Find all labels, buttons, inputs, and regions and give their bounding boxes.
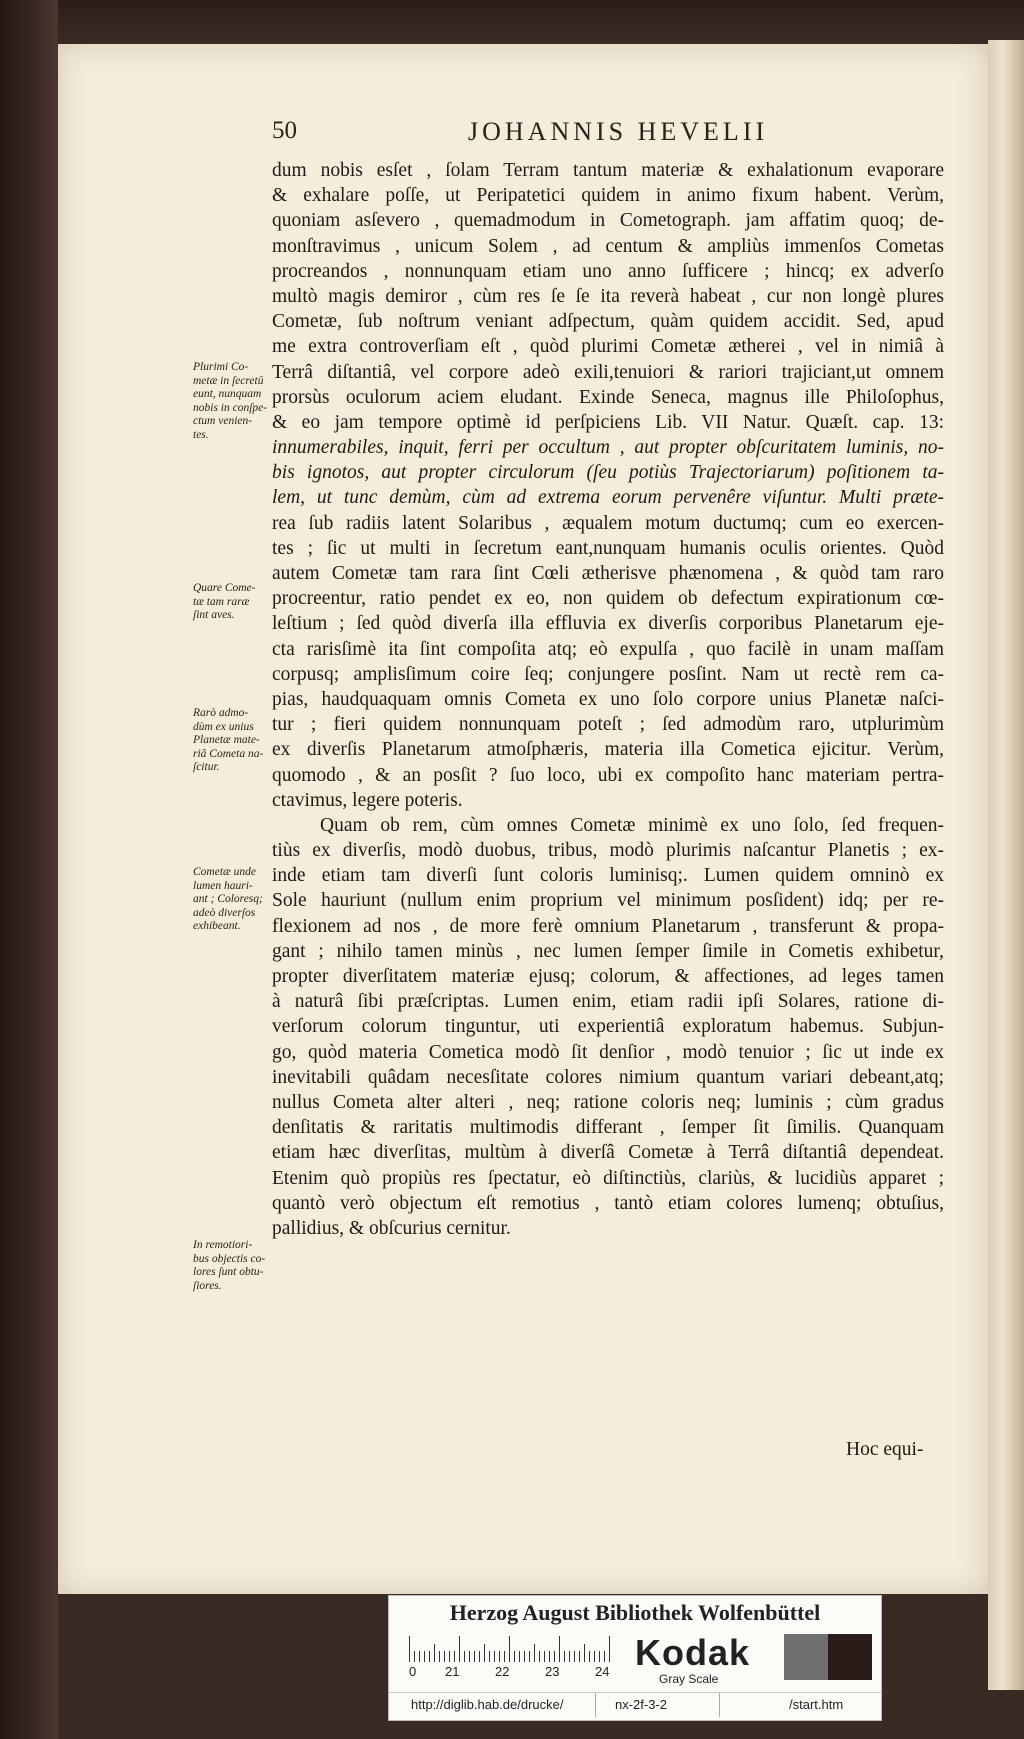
scan-background-top (0, 0, 1024, 40)
text-line: denſitatis & raritatis multimodis differant , ſemper ſit ſimilis. Quanquam (272, 1117, 944, 1139)
text-line: quoniam asſevero , quemadmodum in Cometograph. jam affatim quoq; de- (272, 210, 944, 232)
ruler-tick (454, 1651, 455, 1662)
marginal-line: In remotiori- (193, 1239, 253, 1251)
text-line: cta rarisſimè ita ſint compoſita atq; eò expulſa , quo facilè in unam maſſam (272, 638, 944, 660)
text-line: etiam hæc diverſitas, multùm à diverſâ Cometæ à Terrâ diſtantiâ dependeat. (272, 1142, 944, 1164)
marginal-line: nobis in conſpe- (193, 401, 268, 414)
marginal-line: exhibeant. (193, 920, 241, 932)
marginal-line: ſint aves. (193, 609, 235, 621)
ruler-tick (434, 1644, 435, 1662)
marginal-note (193, 582, 273, 623)
text-line: verſorum colorum tinguntur, uti experientiâ exploratum habemus. Subjun- (272, 1016, 944, 1038)
ruler-tick (609, 1636, 610, 1662)
marginal-note (193, 1239, 273, 1293)
text-line: inde etiam tam diverſi ſunt coloris luminisq;. Lumen quidem omninò ex (272, 865, 944, 887)
page-header (272, 117, 992, 155)
text-line: innumerabiles, inquit, ferri per occultum , aut propter obſcuritatem luminis, no- (272, 437, 944, 459)
marginal-line: riâ Cometa na- (193, 747, 264, 760)
text-line: rea ſub radiis latent Solaribus , æqualem motum ductumq; cum eo exercen- (272, 512, 944, 534)
body-text (272, 158, 944, 1241)
text-line: ex diverſis Planetarum atmoſphæris, materia illa Cometica ejicitur. Verùm, (272, 739, 944, 761)
ruler-tick (519, 1651, 520, 1662)
ruler-tick (504, 1651, 505, 1662)
ruler-tick (464, 1651, 465, 1662)
marginal-line: tæ tam raræ (193, 595, 250, 608)
text-line: quantò verò objectum eſt remotius , tantò etiam colores lumenq; obtuſius, (272, 1192, 944, 1214)
ruler-tick (549, 1651, 550, 1662)
marginal-line: ant ; Coloresq; (193, 893, 263, 905)
ruler-tick (594, 1651, 595, 1662)
text-line: dum nobis esſet , ſolam Terram tantum materiæ & exhalationum evaporare (272, 160, 944, 181)
text-line: & eo jam tempore optimè id perſpiciens Lib. VII Natur. Quæſt. cap. 13: (272, 411, 944, 433)
ruler-tick (529, 1651, 530, 1662)
ruler-tick (499, 1651, 500, 1662)
text-line: & exhalare poſſe, ut Peripatetici quidem in animo fixum habent. Verùm, (272, 185, 944, 207)
text-line: pallidius, & obſcurius cernitur. (272, 1217, 511, 1239)
show-through-text (270, 1330, 950, 1354)
marginal-line: eunt, nunquam (193, 388, 262, 400)
ruler-labels (409, 1664, 639, 1684)
ruler-tick (559, 1636, 560, 1662)
gray-scale-label: Gray Scale (659, 1672, 719, 1686)
text-line: monſtravimus , unicum Solem , ad centum & ampliùs immenſos Cometas (272, 235, 944, 257)
text-line: ctavimus, legere poteris. (272, 789, 463, 811)
marginal-line: Cometæ unde (193, 866, 256, 878)
ruler-tick (539, 1651, 540, 1662)
library-scan-strip (388, 1595, 882, 1721)
text-line: Terrâ diſtantiâ, vel corpore adeò exili,tenuiori & rariori trajiciant,ut omnem (272, 361, 944, 383)
text-line: Etenim quò propiùs res ſpectatur, eò diſtinctiùs, clariùs, & lucidiùs apparet ; (272, 1167, 944, 1189)
ruler-tick (509, 1636, 510, 1662)
text-line: bis ignotos, aut propter circulorum (ſeu potiùs Trajectoriarum) poſitionem ta- (272, 462, 944, 484)
marginal-line: ctum venien- (193, 415, 253, 427)
divider (595, 1693, 596, 1717)
library-url: http://diglib.hab.de/drucke/ (411, 1697, 564, 1712)
shelf-signature: nx-2f-3-2 (615, 1697, 668, 1712)
marginal-line: lores ſunt obtu- (193, 1266, 264, 1278)
strip-footer (389, 1692, 881, 1717)
text-line: tiùs ex diverſis, modò duobus, tribus, modò plurimis naſcantur Planetis ; ex- (272, 840, 944, 862)
ruler-tick (469, 1651, 470, 1662)
text-line: pias, haudquaquam omnis Cometa ex uno ſolo corpore unius Planetæ naſci- (272, 688, 944, 710)
ruler-tick (494, 1651, 495, 1662)
ruler-tick (424, 1651, 425, 1662)
gray-patch-mid (784, 1634, 828, 1680)
text-line: Cometæ, ſub noſtrum veniant adſpectum, quàm quidem accidit. Sed, apud (272, 311, 944, 333)
marginal-note (193, 707, 273, 775)
ruler-tick (584, 1644, 585, 1662)
marginal-line: Quare Come- (193, 582, 256, 594)
ruler-label: 24 (595, 1664, 610, 1679)
ruler-tick (444, 1651, 445, 1662)
marginal-line: ſcitur. (193, 761, 220, 773)
book-spine (0, 0, 58, 1739)
text-line: autem Cometæ tam rara ſint Cœli ætherisve phænomena , & quòd tam raro (272, 563, 944, 584)
ruler-tick (564, 1651, 565, 1662)
ruler-tick (554, 1651, 555, 1662)
marginal-line: Planetæ mate- (193, 734, 260, 746)
text-line: procreandos , nonnunquam etiam uno anno ſufficere ; hincq; ex adverſo (272, 260, 944, 282)
marginal-line: ſiores. (193, 1279, 222, 1292)
ruler-tick (409, 1636, 410, 1662)
ruler-tick (449, 1651, 450, 1662)
ruler-tick (599, 1651, 600, 1662)
marginal-line: lumen hauri- (193, 879, 253, 892)
text-line: prorsùs oculorum aciem eludant. Exinde Seneca, magnus ille Philoſophus, (272, 386, 944, 408)
ruler-tick (524, 1651, 525, 1662)
text-line: go, quòd materia Cometica modò ſit denſior , modò tenuior ; ſic ut inde ex (272, 1041, 944, 1063)
running-title: JOHANNIS HEVELII (468, 117, 769, 146)
page-stack-edge (988, 40, 1024, 1690)
marginal-line: tes. (193, 428, 209, 441)
ruler-tick (604, 1651, 605, 1662)
start-file: /start.htm (789, 1697, 844, 1712)
text-line: à naturâ ſibi præſcriptas. Lumen enim, etiam radii ipſi Solares, ratione di- (272, 991, 944, 1013)
marginal-line: dùm ex unius (193, 720, 254, 733)
text-line: leſtium ; ſed quòd diverſa illa effluvia ex diverſis corporibus Planetarum eje- (272, 613, 944, 635)
scale-ruler (409, 1632, 617, 1662)
ruler-tick (579, 1651, 580, 1662)
divider (719, 1693, 720, 1717)
ruler-tick (429, 1651, 430, 1662)
ruler-tick (489, 1651, 490, 1662)
marginal-note (193, 866, 273, 934)
ruler-tick (574, 1651, 575, 1662)
text-line: lem, ut tunc demùm, cùm ad extrema eorum pervenêre viſuntur. Multi præte- (272, 487, 944, 509)
ruler-tick (484, 1644, 485, 1662)
ruler-label: 21 (445, 1664, 460, 1679)
ruler-tick (534, 1644, 535, 1662)
ruler-tick (459, 1636, 460, 1662)
marginal-line: Plurimi Co- (193, 361, 249, 373)
ruler-tick (544, 1651, 545, 1662)
kodak-logo: Kodak (635, 1632, 751, 1673)
page-number: 50 (272, 117, 297, 144)
text-line: corpusq; amplisſimum coire ſeq; conjungere posſint. Nam ut rectè rem ca- (272, 663, 944, 685)
ruler-tick (474, 1651, 475, 1662)
marginal-line: metæ in ſecretū (193, 374, 264, 387)
text-line: gant ; nihilo tamen minùs , nec lumen ſemper ſimile in Cometis exhibetur, (272, 940, 944, 962)
text-line: me extra controverſiam eſt , quòd plurimi Cometæ ætherei , vel in nimiâ à (272, 336, 944, 358)
text-line: tes ; ſic ut multi in ſecretum eant,nunquam humanis oculis orientes. Quòd (272, 537, 944, 559)
ruler-label: 23 (545, 1664, 560, 1679)
ruler-tick (414, 1651, 415, 1662)
text-line: quomodo , & an posſit ? ſuo loco, ubi ex compoſito hanc materiam pertra- (272, 764, 944, 786)
marginal-line: adeò diverſos (193, 906, 256, 919)
ruler-label: 22 (495, 1664, 510, 1679)
text-line: flexionem ad nos , de more ferè omnium Planetarum , transferunt & propa- (272, 915, 944, 937)
text-line: tur ; fieri quidem nonnunquam poteſt ; ſed admodùm raro, utplurimùm (272, 714, 944, 736)
text-line: Sole hauriunt (nullum enim proprium vel minimum posſident) idq; per re- (272, 890, 944, 912)
marginal-note (193, 361, 273, 442)
ruler-tick (569, 1651, 570, 1662)
marginal-line: Rarò admo- (193, 707, 249, 719)
text-line: propter diverſitatem materiæ ejusq; colorum, & affectiones, ad leges tamen (272, 966, 944, 987)
text-line: procreentur, ratio pendet ex eo, non quidem ob defectum expirationum cœ- (272, 588, 944, 610)
ruler-tick (479, 1651, 480, 1662)
text-line: inevitabili quâdam necesſitate colores nimium quantum variari debeant,atq; (272, 1066, 944, 1088)
ruler-label: 0 (409, 1664, 417, 1679)
ruler-tick (439, 1651, 440, 1662)
text-line: nullus Cometa alter alteri , neq; ratione coloris neq; luminis ; cùm gradus (272, 1091, 944, 1113)
library-name: Herzog August Bibliothek Wolfenbüttel (449, 1600, 821, 1625)
text-line: multò magis demiror , cùm res ſe ſe ita reverà habeat , cur non longè plures (272, 285, 944, 307)
text-line: Quam ob rem, cùm omnes Cometæ minimè ex uno ſolo, ſed frequen- (320, 814, 944, 836)
marginal-line: bus objectis co- (193, 1252, 266, 1265)
ruler-tick (589, 1651, 590, 1662)
ruler-tick (419, 1651, 420, 1662)
catchword: Hoc equi- (846, 1439, 924, 1460)
ruler-tick (514, 1651, 515, 1662)
gray-patch-dark (828, 1634, 872, 1680)
